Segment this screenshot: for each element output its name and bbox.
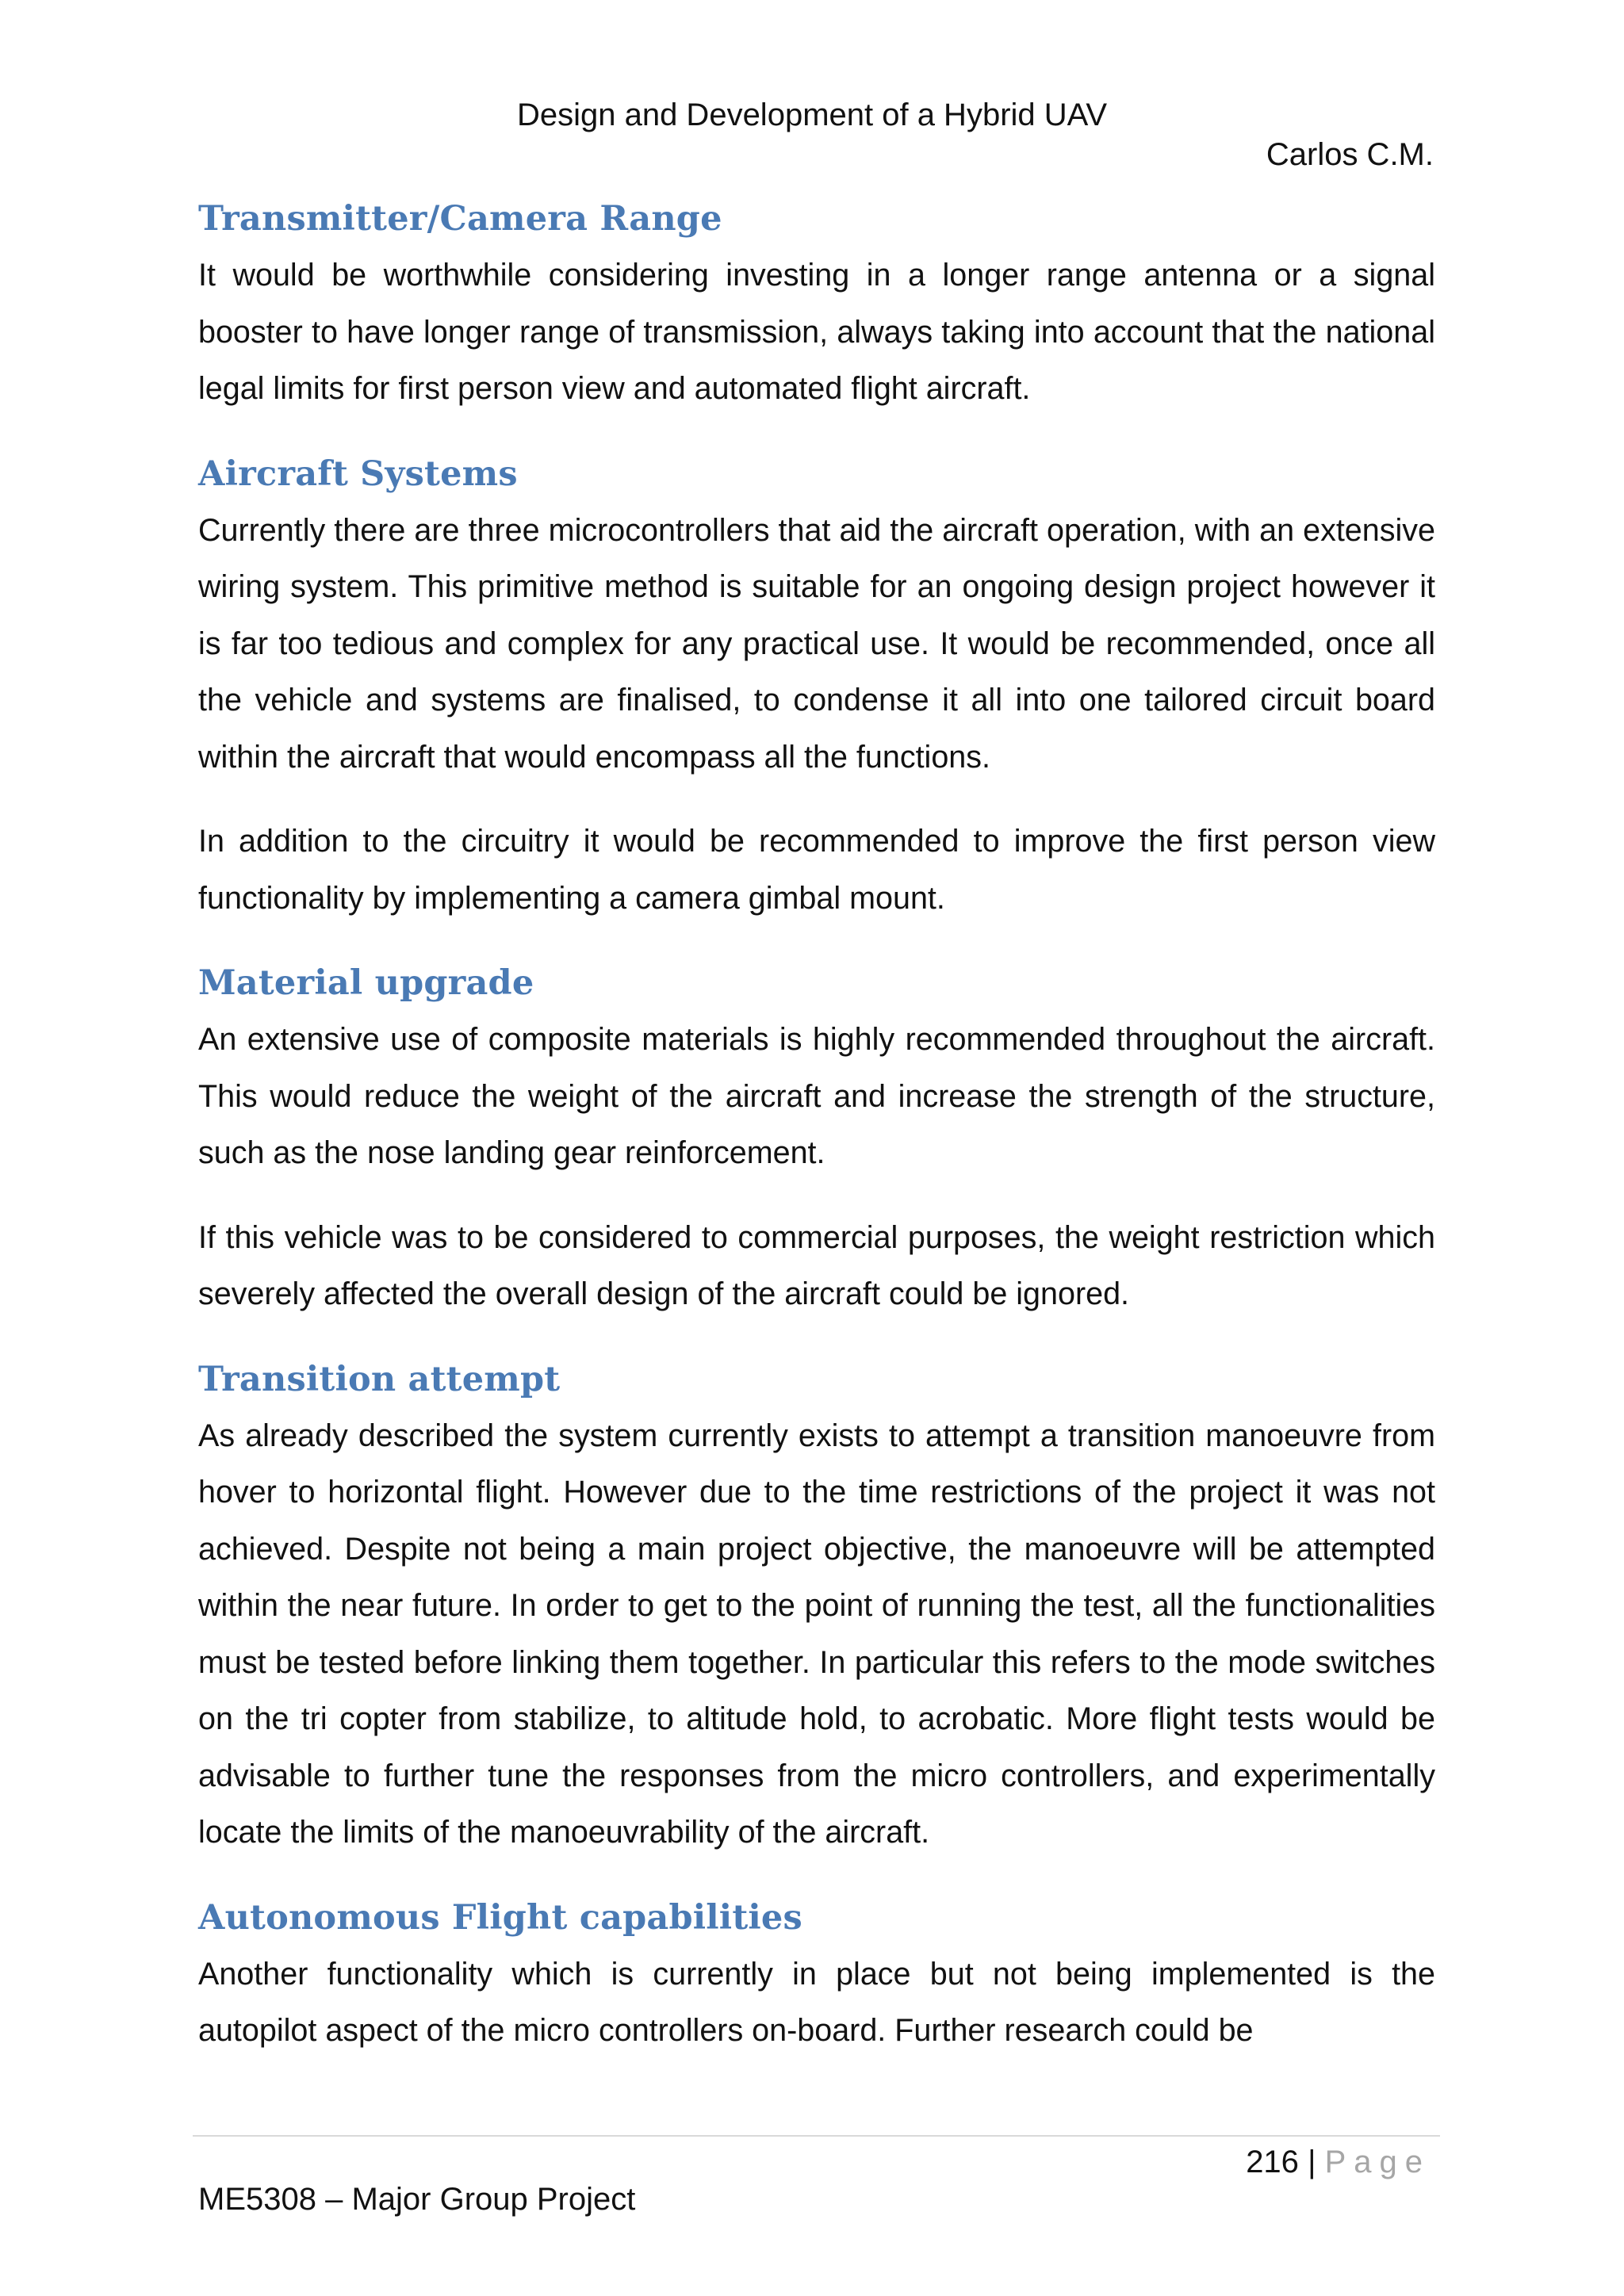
section-transition-attempt <box>198 1351 1435 1862</box>
paragraph: In addition to the circuitry it would be recommended to improve the first person view functionality by implementing a camera gimbal mount. <box>198 824 1435 916</box>
page-label: Page <box>1324 2145 1431 2179</box>
footer-course: ME5308 – Major Group Project <box>198 2182 636 2217</box>
page-content <box>198 190 1435 2087</box>
page-separator: | <box>1308 2145 1316 2179</box>
paragraph: It would be worthwhile considering investing in a longer range antenna or a signal booster to have longer range of transmission, always taking into account that the national legal limits for first person view and automated flight aircraft. <box>198 258 1435 406</box>
paragraph: If this vehicle was to be considered to commercial purposes, the weight restriction which severely affected the overall design of the aircraft could be ignored. <box>198 1219 1435 1311</box>
section-transmitter-camera-range <box>198 190 1435 418</box>
paragraph: As already described the system currently exists to attempt a transition manoeuvre from hover to horizontal flight. However due to the time restrictions of the project it was not achieved. Despite not being a main project objective, the manoeuvre will be attempted within the near future. In order to get to the point of running the test, all the functionalities must be tested before linking them together. In particular this refers to the mode switches on the tri copter from stabilize, to altitude hold, to acrobatic. More flight tests would be advisable to further tune the responses from the micro controllers, and experimentally locate the limits of the manoeuvrability of the aircraft. <box>198 1418 1435 1850</box>
section-heading: Transition attempt <box>198 1359 561 1399</box>
section-heading: Material upgrade <box>198 963 534 1003</box>
header-author: Carlos C.M. <box>1266 137 1434 172</box>
section-heading: Transmitter/Camera Range <box>198 199 722 239</box>
section-heading: Autonomous Flight capabilities <box>198 1897 802 1938</box>
footer-divider <box>193 2135 1440 2137</box>
footer-page-number <box>1246 2138 1431 2186</box>
paragraph: An extensive use of composite materials is highly recommended throughout the aircraft. This would reduce the weight of the aircraft and increase the strength of the structure, such as the nose landing gear reinforcement. <box>198 1022 1435 1170</box>
paragraph: Another functionality which is currently in place but not being implemented is the autopilot aspect of the micro controllers on-board. Further research could be <box>198 1956 1435 2048</box>
section-heading: Aircraft Systems <box>198 453 518 494</box>
section-aircraft-systems <box>198 446 1435 928</box>
header-title: Design and Development of a Hybrid UAV <box>516 98 1108 132</box>
paragraph: Currently there are three microcontrollers that aid the aircraft operation, with an extensive wiring system. This primitive method is suitable for an ongoing design project however it is far too tedious and complex for any practical use. It would be recommended, once all the vehicle and systems are finalised, to condense it all into one tailored circuit board within the aircraft that would encompass all the functions. <box>198 512 1435 775</box>
section-material-upgrade <box>198 955 1435 1323</box>
page-number: 216 <box>1246 2145 1299 2179</box>
section-autonomous-flight-capabilities <box>198 1889 1435 2060</box>
